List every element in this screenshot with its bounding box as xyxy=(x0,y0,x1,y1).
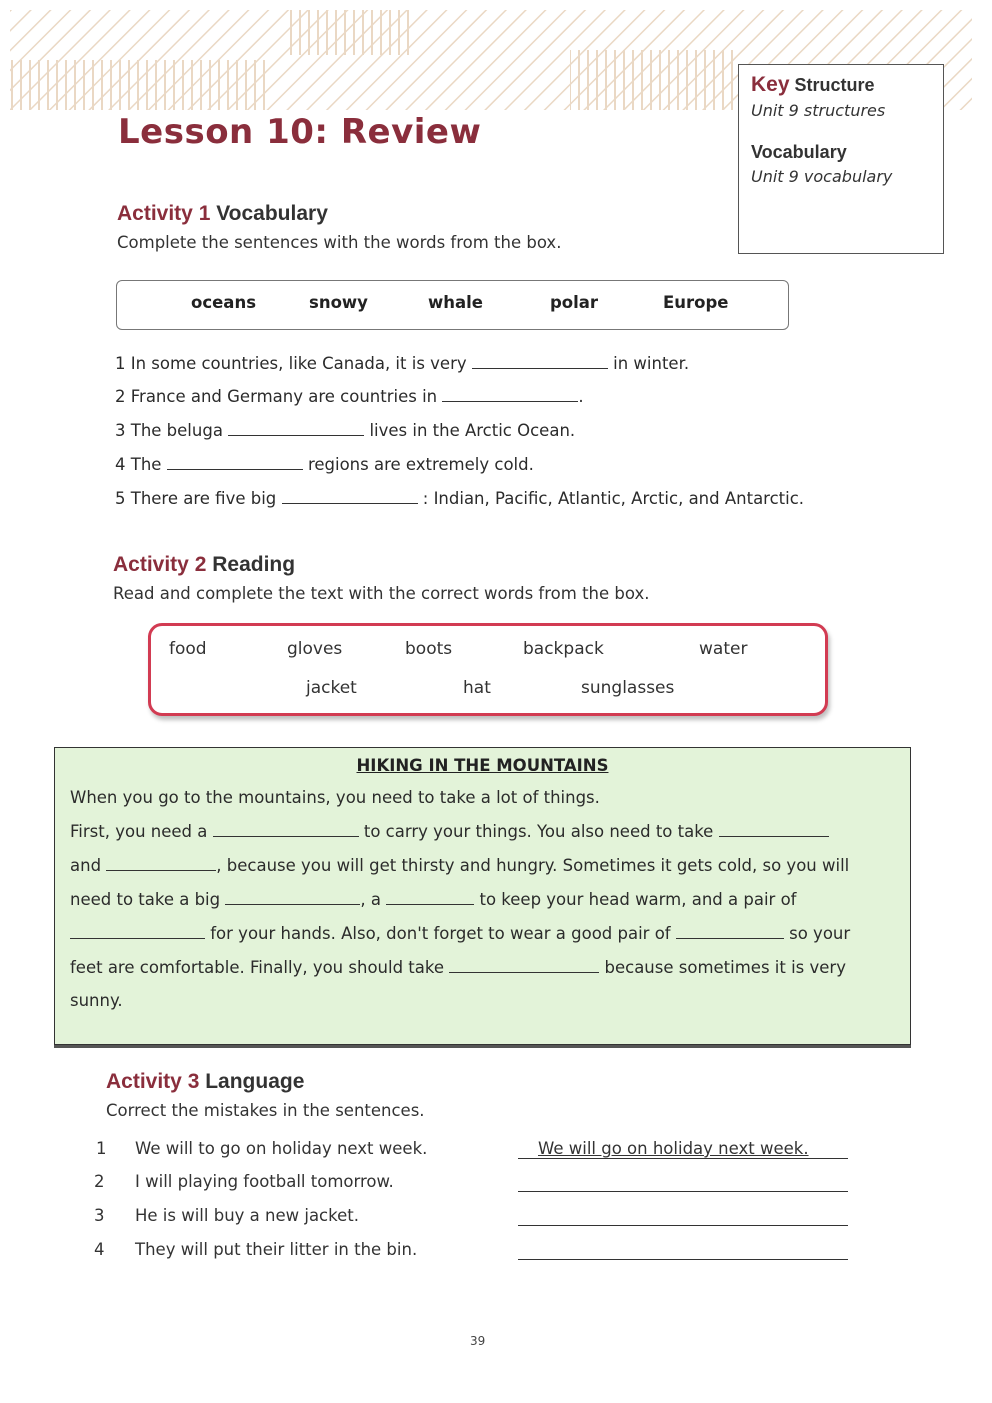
example-answer: We will go on holiday next week. xyxy=(538,1139,809,1158)
answer-line[interactable] xyxy=(518,1191,848,1192)
item-number: 2 xyxy=(94,1172,105,1191)
reading-line: for your hands. Also, don't forget to wear a good pair of so your xyxy=(70,924,850,943)
activity2-word-box xyxy=(148,623,828,716)
answer-blank[interactable] xyxy=(70,924,205,939)
word-item: food xyxy=(169,639,207,659)
word-item: jacket xyxy=(306,678,357,698)
vocab-sentence: 1 In some countries, like Canada, it is very in winter. xyxy=(115,354,690,373)
mistake-sentence: We will to go on holiday next week. xyxy=(135,1139,428,1158)
reading-line: First, you need a to carry your things. You also need to take xyxy=(70,822,829,841)
mistake-sentence: They will put their litter in the bin. xyxy=(135,1240,418,1259)
activity1-title: Activity 1 Vocabulary xyxy=(117,202,328,225)
reading-line: sunny. xyxy=(70,991,123,1010)
answer-line[interactable] xyxy=(518,1259,848,1260)
answer-blank[interactable] xyxy=(442,387,578,402)
word-item: sunglasses xyxy=(581,678,675,698)
activity3-title: Activity 3 Language xyxy=(106,1070,305,1093)
vocab-sentence: 3 The beluga lives in the Arctic Ocean. xyxy=(115,421,576,440)
word-item: gloves xyxy=(287,639,343,659)
reading-line: When you go to the mountains, you need to take a lot of things. xyxy=(70,788,600,807)
reading-line: need to take a big , a to keep your head warm, and a pair of xyxy=(70,890,797,909)
answer-blank[interactable] xyxy=(213,822,359,837)
reading-text-box xyxy=(54,747,911,1045)
structure-value: Unit 9 structures xyxy=(751,101,886,120)
mistake-sentence: I will playing football tomorrow. xyxy=(135,1172,394,1191)
mistake-sentence: He is will buy a new jacket. xyxy=(135,1206,359,1225)
word-item: hat xyxy=(463,678,491,698)
word-item: water xyxy=(699,639,748,659)
answer-blank[interactable] xyxy=(719,822,829,837)
item-number: 4 xyxy=(94,1240,105,1259)
reading-line: feet are comfortable. Finally, you should take because sometimes it is very xyxy=(70,958,846,977)
answer-blank[interactable] xyxy=(225,890,360,905)
page-title: Lesson 10: Review xyxy=(118,112,482,152)
answer-blank[interactable] xyxy=(282,489,418,504)
answer-blank[interactable] xyxy=(228,421,364,436)
answer-line[interactable] xyxy=(518,1225,848,1226)
key-structure-heading: Key Structure xyxy=(751,73,875,96)
word-item: boots xyxy=(405,639,453,659)
activity1-instruction: Complete the sentences with the words from the box. xyxy=(117,233,562,252)
word-item: snowy xyxy=(309,293,368,312)
activity2-title: Activity 2 Reading xyxy=(113,553,296,576)
activity1-word-box xyxy=(116,280,789,330)
vocabulary-heading: Vocabulary xyxy=(751,142,847,162)
word-item: backpack xyxy=(523,639,604,659)
vocabulary-value: Unit 9 vocabulary xyxy=(751,167,893,186)
reading-title: HIKING IN THE MOUNTAINS xyxy=(356,756,609,775)
vocab-sentence: 2 France and Germany are countries in . xyxy=(115,387,584,406)
answer-blank[interactable] xyxy=(676,924,784,939)
answer-blank[interactable] xyxy=(106,856,216,871)
vocab-sentence: 5 There are five big : Indian, Pacific, Atlantic, Arctic, and Antarctic. xyxy=(115,489,805,508)
activity2-instruction: Read and complete the text with the correct words from the box. xyxy=(113,584,650,603)
reading-line: and , because you will get thirsty and hungry. Sometimes it gets cold, so you will xyxy=(70,856,850,875)
answer-line[interactable] xyxy=(518,1158,848,1159)
vocab-sentence: 4 The regions are extremely cold. xyxy=(115,455,534,474)
word-item: polar xyxy=(550,293,599,312)
item-number: 1 xyxy=(96,1139,107,1158)
word-item: whale xyxy=(428,293,483,312)
answer-blank[interactable] xyxy=(167,455,303,470)
activity3-instruction: Correct the mistakes in the sentences. xyxy=(106,1101,425,1120)
answer-blank[interactable] xyxy=(449,958,599,973)
word-item: Europe xyxy=(663,293,729,312)
key-structure-box xyxy=(738,64,944,254)
item-number: 3 xyxy=(94,1206,105,1225)
word-item: oceans xyxy=(191,293,257,312)
answer-blank[interactable] xyxy=(386,890,474,905)
answer-blank[interactable] xyxy=(472,354,608,369)
page-number: 39 xyxy=(470,1334,486,1348)
